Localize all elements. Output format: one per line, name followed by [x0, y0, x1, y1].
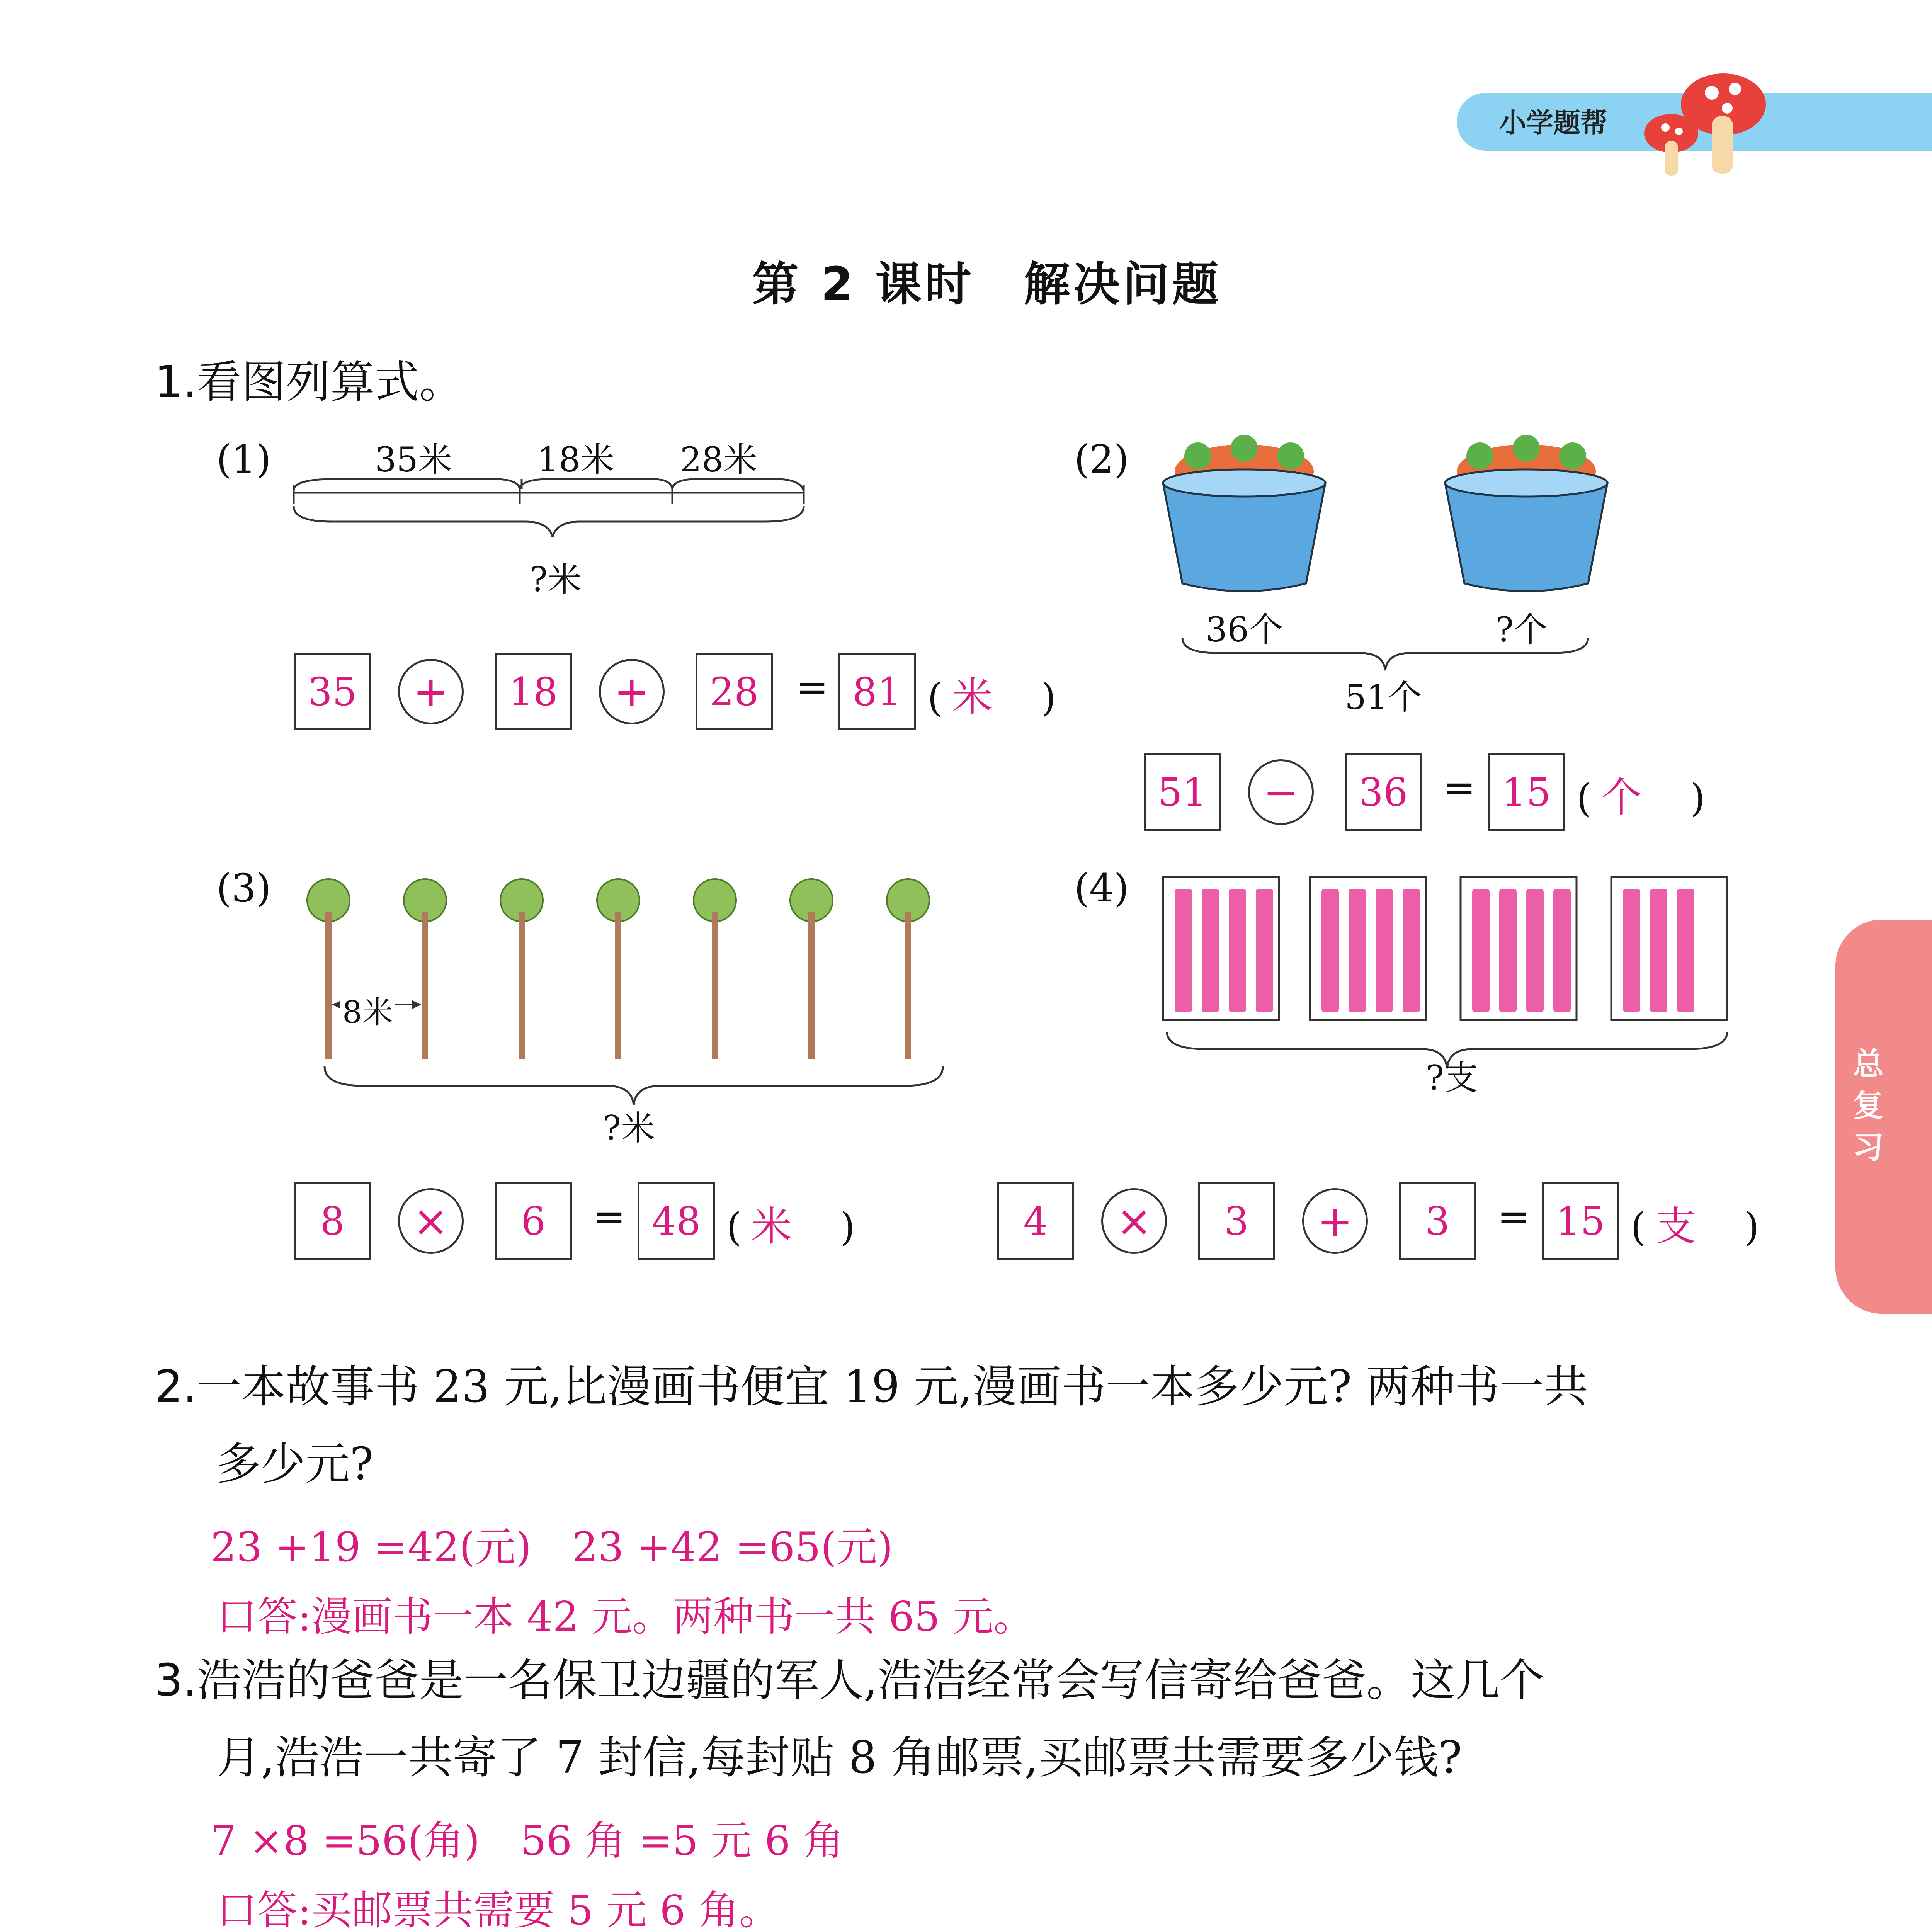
q1-p2-box2: 36 [1345, 753, 1422, 831]
q1-p3-box1: 8 [294, 1182, 371, 1260]
lesson-title: 第 2 课时 解决问题 [752, 258, 1222, 311]
header-badge-text: 小学题帮 [1499, 107, 1607, 139]
q1-p2-unit: ( 个 ) [1577, 774, 1706, 821]
q1-p4-op1: × [1101, 1188, 1167, 1254]
q2-text-1: 一本故事书 23 元,比漫画书便宜 19 元,漫画书一本多少元? 两种书一共 [197, 1361, 1588, 1413]
q1-p1-box2: 18 [495, 653, 572, 730]
q1-p4-equals: = [1497, 1194, 1530, 1239]
q1-p1-box1: 35 [294, 653, 371, 730]
q1-p1-seg1: 35米 [375, 440, 452, 480]
q1-p3-unit: ( 米 ) [726, 1203, 855, 1250]
q1-p2-equals: = [1443, 765, 1476, 810]
q3-line1 [155, 1654, 1544, 1707]
q1-p4-label: (4) [1074, 866, 1129, 911]
q3-line2: 月,浩浩一共寄了 7 封信,每封贴 8 角邮票,买邮票共需要多少钱? [216, 1732, 1462, 1784]
q1-p4-box4: 15 [1542, 1182, 1619, 1260]
section-side-tab-text: 总复习 [1853, 1046, 1884, 1165]
q1-p2-brace [1179, 634, 1592, 676]
q1-p3-equals: = [593, 1194, 626, 1239]
q1-p1-unit: ( 米 ) [927, 673, 1056, 721]
q1-p3-unit-value: 米 [751, 1203, 792, 1250]
q1-p1-seg3: 28米 [680, 440, 757, 480]
q1-p2-op1: − [1248, 759, 1314, 825]
q1-p2-right: ?个 [1495, 610, 1548, 650]
q1-p2-unit-value: 个 [1601, 774, 1642, 821]
q1-p4-box3: 3 [1399, 1182, 1476, 1260]
carrot-basket-icon [1155, 429, 1333, 599]
q2-line2: 多少元? [216, 1438, 374, 1490]
q1-p1-op2: + [599, 659, 665, 724]
q1-p4-total: ?支 [1426, 1058, 1478, 1098]
q2-answer-oral: 口答:漫画书一本 42 元。两种书一共 65 元。 [216, 1593, 1034, 1640]
section-side-tab [1835, 920, 1932, 1314]
q1-p2-label: (2) [1074, 437, 1129, 482]
q1-p1-box4: 81 [838, 653, 916, 730]
q1-p1-seg2: 18米 [537, 440, 614, 480]
q1-p4-box2: 3 [1198, 1182, 1275, 1260]
pencil-boxes-illustration [1159, 873, 1731, 1028]
q2-answer-calc: 23 +19 =42(元) 23 +42 =65(元) [211, 1524, 893, 1571]
q3-number: 3. [155, 1655, 197, 1706]
q1-p1-unit-value: 米 [952, 673, 993, 721]
mushroom-icon [1634, 62, 1781, 178]
q3-text-1: 浩浩的爸爸是一名保卫边疆的军人,浩浩经常会写信寄给爸爸。这几个 [197, 1655, 1544, 1706]
q1-number: 1. [155, 356, 197, 408]
q1-p3-gap: 8米 [340, 987, 395, 1032]
q1-p3-op1: × [398, 1188, 464, 1254]
q1-p1-total: ?米 [529, 560, 582, 599]
q1-p1-label: (1) [216, 437, 271, 482]
q1-p4-unit: ( 支 ) [1631, 1203, 1760, 1250]
q2-number: 2. [155, 1361, 197, 1413]
q3-answer-oral: 口答:买邮票共需要 5 元 6 角。 [216, 1887, 780, 1932]
q1-p2-box3: 15 [1488, 753, 1565, 831]
q1-heading [155, 355, 464, 409]
q1-p3-box3: 48 [638, 1182, 715, 1260]
carrot-basket-icon [1437, 429, 1615, 599]
q1-p2-left: 36个 [1206, 610, 1283, 650]
q1-p3-total: ?米 [603, 1108, 655, 1148]
q1-p4-unit-value: 支 [1655, 1203, 1696, 1250]
q1-p4-box1: 4 [997, 1182, 1074, 1260]
q3-answer-calc: 7 ×8 =56(角) 56 角 =5 元 6 角 [211, 1817, 844, 1864]
q1-p3-label: (3) [216, 866, 271, 911]
q1-p1-op1: + [398, 659, 464, 724]
q1-p1-equals: = [796, 665, 828, 710]
q1-p4-op2: + [1302, 1188, 1368, 1254]
trees-row-illustration [294, 869, 974, 1063]
q1-p2-total: 51个 [1345, 677, 1422, 717]
q1-p3-box2: 6 [495, 1182, 572, 1260]
q1-text: 看图列算式。 [197, 356, 464, 408]
q1-p1-segment-diagram [286, 475, 819, 545]
q1-p1-box3: 28 [696, 653, 773, 730]
q2-line1 [155, 1360, 1588, 1413]
q1-p2-box1: 51 [1144, 753, 1221, 831]
